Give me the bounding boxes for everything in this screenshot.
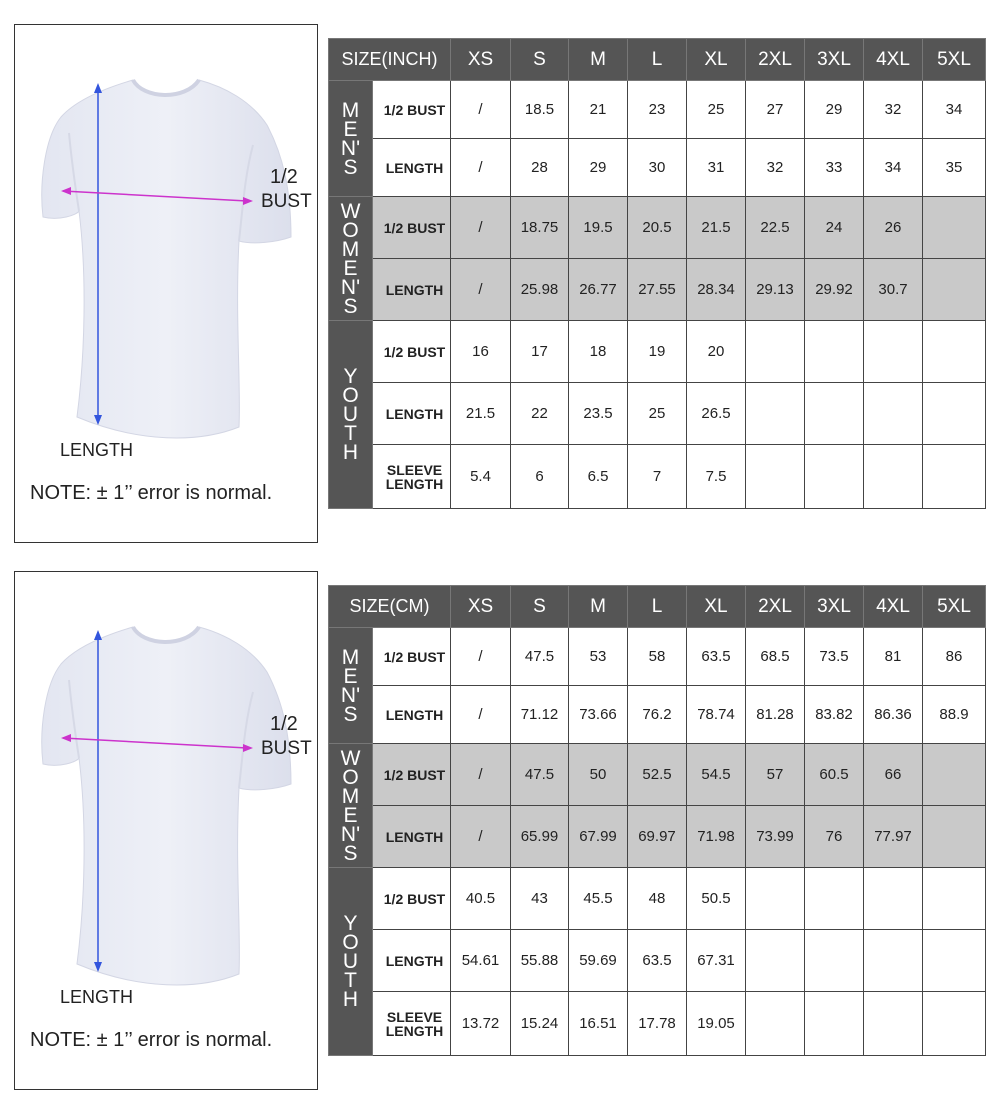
table-cell: 23 (628, 81, 687, 139)
tshirt-shape (42, 627, 291, 985)
size-unit-header: SIZE(INCH) (329, 39, 451, 81)
table-cell: 63.5 (628, 930, 687, 992)
group-label (329, 197, 373, 321)
table-cell: 13.72 (451, 992, 511, 1056)
table-cell: 45.5 (569, 868, 628, 930)
table-cell (923, 744, 986, 806)
group-label-letter: Y (343, 365, 358, 388)
size-column-header: M (569, 39, 628, 81)
table-cell: 71.98 (687, 806, 746, 868)
table-cell: 30 (628, 139, 687, 197)
table-cell: 26 (864, 197, 923, 259)
table-row (329, 383, 986, 445)
table-cell: 32 (746, 139, 805, 197)
row-label: 1/2 BUST (373, 628, 451, 686)
table-cell: 19 (628, 321, 687, 383)
table-cell: 34 (923, 81, 986, 139)
table-cell: 83.82 (805, 686, 864, 744)
group-label-letter: E (343, 664, 358, 688)
group-label-letter: S (343, 841, 358, 865)
group-label-letter: M (341, 237, 360, 261)
table-cell: 68.5 (746, 628, 805, 686)
group-label-letter: N' (340, 275, 361, 299)
table-cell (923, 445, 986, 509)
group-label-letter: O (342, 765, 359, 789)
table-cell: 28.34 (687, 259, 746, 321)
table-cell: 27.55 (628, 259, 687, 321)
table-cell (746, 383, 805, 445)
size-unit-header: SIZE(CM) (329, 586, 451, 628)
table-cell (923, 383, 986, 445)
table-cell: 22.5 (746, 197, 805, 259)
table-cell: 21.5 (687, 197, 746, 259)
table-cell: 54.61 (451, 930, 511, 992)
table-row (329, 806, 986, 868)
table-cell: 19.5 (569, 197, 628, 259)
group-label (329, 628, 373, 744)
table-cell (923, 197, 986, 259)
table-cell: 16 (451, 321, 511, 383)
group-label-letter: N' (340, 683, 361, 707)
table-cell: 35 (923, 139, 986, 197)
group-label-letter: O (342, 384, 359, 407)
size-column-header: 5XL (923, 39, 986, 81)
table-cell (923, 259, 986, 321)
size-column-header: XL (687, 586, 746, 628)
group-label-letter: O (342, 931, 359, 954)
group-label-letter: E (343, 256, 358, 280)
size-column-header: 5XL (923, 586, 986, 628)
table-row (329, 81, 986, 139)
group-label-letter: W (340, 746, 361, 770)
table-cell: 24 (805, 197, 864, 259)
table-cell: 86.36 (864, 686, 923, 744)
table-cell: 25 (687, 81, 746, 139)
table-cell: 52.5 (628, 744, 687, 806)
table-cell: 65.99 (511, 806, 569, 868)
table-cell: 22 (511, 383, 569, 445)
table-cell: 73.99 (746, 806, 805, 868)
size-column-header: L (628, 39, 687, 81)
table-cell: / (451, 139, 511, 197)
table-cell: 66 (864, 744, 923, 806)
table-cell: 15.24 (511, 992, 569, 1056)
table-cell (805, 930, 864, 992)
table-cell: / (451, 806, 511, 868)
table-cell: 40.5 (451, 868, 511, 930)
table-cell: 55.88 (511, 930, 569, 992)
group-label-letter: N' (340, 822, 361, 846)
table-cell (923, 868, 986, 930)
table-cell: / (451, 259, 511, 321)
table-cell: 17.78 (628, 992, 687, 1056)
row-label: 1/2 BUST (373, 868, 451, 930)
table-cell (864, 383, 923, 445)
table-row (329, 686, 986, 744)
size-column-header: XL (687, 39, 746, 81)
row-label: 1/2 BUST (373, 744, 451, 806)
table-row (329, 197, 986, 259)
table-row (329, 930, 986, 992)
table-cell: 25.98 (511, 259, 569, 321)
size-table-cm (328, 585, 986, 1056)
group-label-letter: M (341, 784, 360, 808)
table-cell: 57 (746, 744, 805, 806)
table-row (329, 445, 986, 509)
table-cell: 47.5 (511, 628, 569, 686)
group-label-letter: S (343, 702, 358, 726)
tolerance-note: NOTE: ± 1’’ error is normal. (30, 482, 273, 504)
table-cell (923, 806, 986, 868)
table-cell (864, 930, 923, 992)
table-cell (923, 321, 986, 383)
table-cell: 33 (805, 139, 864, 197)
group-label (329, 868, 373, 1056)
table-cell: 34 (864, 139, 923, 197)
size-column-header: S (511, 39, 569, 81)
table-row (329, 259, 986, 321)
table-cell: 26.77 (569, 259, 628, 321)
table-cell: / (451, 81, 511, 139)
size-column-header: 4XL (864, 39, 923, 81)
row-label: LENGTH (373, 930, 451, 992)
table-cell: 50 (569, 744, 628, 806)
table-cell: 31 (687, 139, 746, 197)
table-cell: 86 (923, 628, 986, 686)
row-label: LENGTH (373, 383, 451, 445)
table-cell (746, 445, 805, 509)
table-cell: 26.5 (687, 383, 746, 445)
table-cell (805, 445, 864, 509)
table-row (329, 868, 986, 930)
table-row (329, 139, 986, 197)
table-cell: / (451, 744, 511, 806)
tshirt-diagram (15, 572, 319, 1091)
diagram-panel-cm (14, 571, 318, 1090)
table-header-row (329, 586, 986, 628)
row-label: LENGTH (373, 259, 451, 321)
table-cell: 78.74 (687, 686, 746, 744)
row-label: LENGTH (373, 139, 451, 197)
group-label-letter: M (341, 645, 360, 669)
table-cell: 21.5 (451, 383, 511, 445)
table-cell (805, 383, 864, 445)
table-row (329, 628, 986, 686)
group-label-letter: M (341, 98, 360, 122)
row-label: 1/2 BUST (373, 81, 451, 139)
size-column-header: XS (451, 39, 511, 81)
size-table-inch (328, 38, 986, 509)
table-cell: 17 (511, 321, 569, 383)
table-cell: 30.7 (864, 259, 923, 321)
table-row (329, 321, 986, 383)
table-cell: / (451, 686, 511, 744)
table-cell (864, 992, 923, 1056)
table-cell: 5.4 (451, 445, 511, 509)
table-cell: 20.5 (628, 197, 687, 259)
table-cell: 28 (511, 139, 569, 197)
table-cell: 32 (864, 81, 923, 139)
table-cell: 16.51 (569, 992, 628, 1056)
table-cell (746, 930, 805, 992)
table-cell: 18 (569, 321, 628, 383)
table-cell (746, 321, 805, 383)
table-cell: 81 (864, 628, 923, 686)
table-cell: 23.5 (569, 383, 628, 445)
size-column-header: 2XL (746, 586, 805, 628)
size-column-header: 2XL (746, 39, 805, 81)
half-label: 1/2 (270, 713, 298, 735)
group-label-letter: E (343, 803, 358, 827)
diagram-panel-inch (14, 24, 318, 543)
size-column-header: 3XL (805, 586, 864, 628)
group-label-letter: S (343, 294, 358, 318)
table-cell (805, 992, 864, 1056)
table-cell: 71.12 (511, 686, 569, 744)
tshirt-shape (42, 80, 291, 438)
table-cell: 25 (628, 383, 687, 445)
table-cell: 29 (805, 81, 864, 139)
size-column-header: M (569, 586, 628, 628)
table-cell: 77.97 (864, 806, 923, 868)
group-label-letter: T (344, 422, 357, 445)
table-header-row (329, 39, 986, 81)
table-cell: 6.5 (569, 445, 628, 509)
table-cell (805, 321, 864, 383)
row-label: SLEEVE LENGTH (373, 992, 451, 1056)
table-cell: 53 (569, 628, 628, 686)
group-label (329, 321, 373, 509)
table-cell: 6 (511, 445, 569, 509)
row-label: LENGTH (373, 806, 451, 868)
table-cell: 47.5 (511, 744, 569, 806)
size-column-header: 4XL (864, 586, 923, 628)
row-label: 1/2 BUST (373, 197, 451, 259)
row-label: LENGTH (373, 686, 451, 744)
tshirt-diagram (15, 25, 319, 544)
size-column-header: L (628, 586, 687, 628)
table-cell: 63.5 (687, 628, 746, 686)
group-label-letter: U (342, 950, 359, 973)
table-cell: 73.5 (805, 628, 864, 686)
length-label: LENGTH (60, 987, 134, 1007)
group-label-letter: N' (340, 136, 361, 160)
table-cell: 7.5 (687, 445, 746, 509)
table-cell: 76 (805, 806, 864, 868)
row-label: 1/2 BUST (373, 321, 451, 383)
table-cell (864, 321, 923, 383)
table-cell: 48 (628, 868, 687, 930)
table-cell (746, 868, 805, 930)
table-cell: 27 (746, 81, 805, 139)
group-label-letter: Y (343, 912, 358, 935)
group-label-letter: U (342, 403, 359, 426)
table-cell: 67.99 (569, 806, 628, 868)
group-label-letter: T (344, 969, 357, 992)
table-cell: 50.5 (687, 868, 746, 930)
table-cell: 29.13 (746, 259, 805, 321)
group-label (329, 81, 373, 197)
table-cell: 29.92 (805, 259, 864, 321)
size-column-header: S (511, 586, 569, 628)
table-cell (923, 992, 986, 1056)
bust-label: BUST (261, 738, 312, 759)
group-label-letter: O (342, 218, 359, 242)
table-cell: 20 (687, 321, 746, 383)
length-label: LENGTH (60, 440, 134, 460)
table-cell: 29 (569, 139, 628, 197)
table-cell (864, 445, 923, 509)
table-cell: 67.31 (687, 930, 746, 992)
table-row (329, 744, 986, 806)
group-label-letter: W (340, 199, 361, 223)
group-label (329, 744, 373, 868)
table-cell (923, 930, 986, 992)
group-label-letter: H (342, 441, 359, 464)
bust-label: BUST (261, 191, 312, 212)
table-cell: 88.9 (923, 686, 986, 744)
table-cell: / (451, 628, 511, 686)
size-column-header: 3XL (805, 39, 864, 81)
table-cell: 7 (628, 445, 687, 509)
size-column-header: XS (451, 586, 511, 628)
table-cell: / (451, 197, 511, 259)
table-cell: 73.66 (569, 686, 628, 744)
group-label-letter: H (342, 988, 359, 1011)
table-cell: 69.97 (628, 806, 687, 868)
tolerance-note: NOTE: ± 1’’ error is normal. (30, 1029, 273, 1051)
table-cell: 60.5 (805, 744, 864, 806)
table-cell: 54.5 (687, 744, 746, 806)
table-cell: 19.05 (687, 992, 746, 1056)
table-row (329, 992, 986, 1056)
table-cell: 18.75 (511, 197, 569, 259)
table-cell: 81.28 (746, 686, 805, 744)
group-label-letter: S (343, 155, 358, 179)
row-label: SLEEVE LENGTH (373, 445, 451, 509)
table-cell: 18.5 (511, 81, 569, 139)
table-cell: 59.69 (569, 930, 628, 992)
table-cell: 21 (569, 81, 628, 139)
table-cell (864, 868, 923, 930)
table-cell: 58 (628, 628, 687, 686)
half-label: 1/2 (270, 166, 298, 188)
table-cell: 76.2 (628, 686, 687, 744)
group-label-letter: E (343, 117, 358, 141)
table-cell (805, 868, 864, 930)
table-cell: 43 (511, 868, 569, 930)
table-cell (746, 992, 805, 1056)
